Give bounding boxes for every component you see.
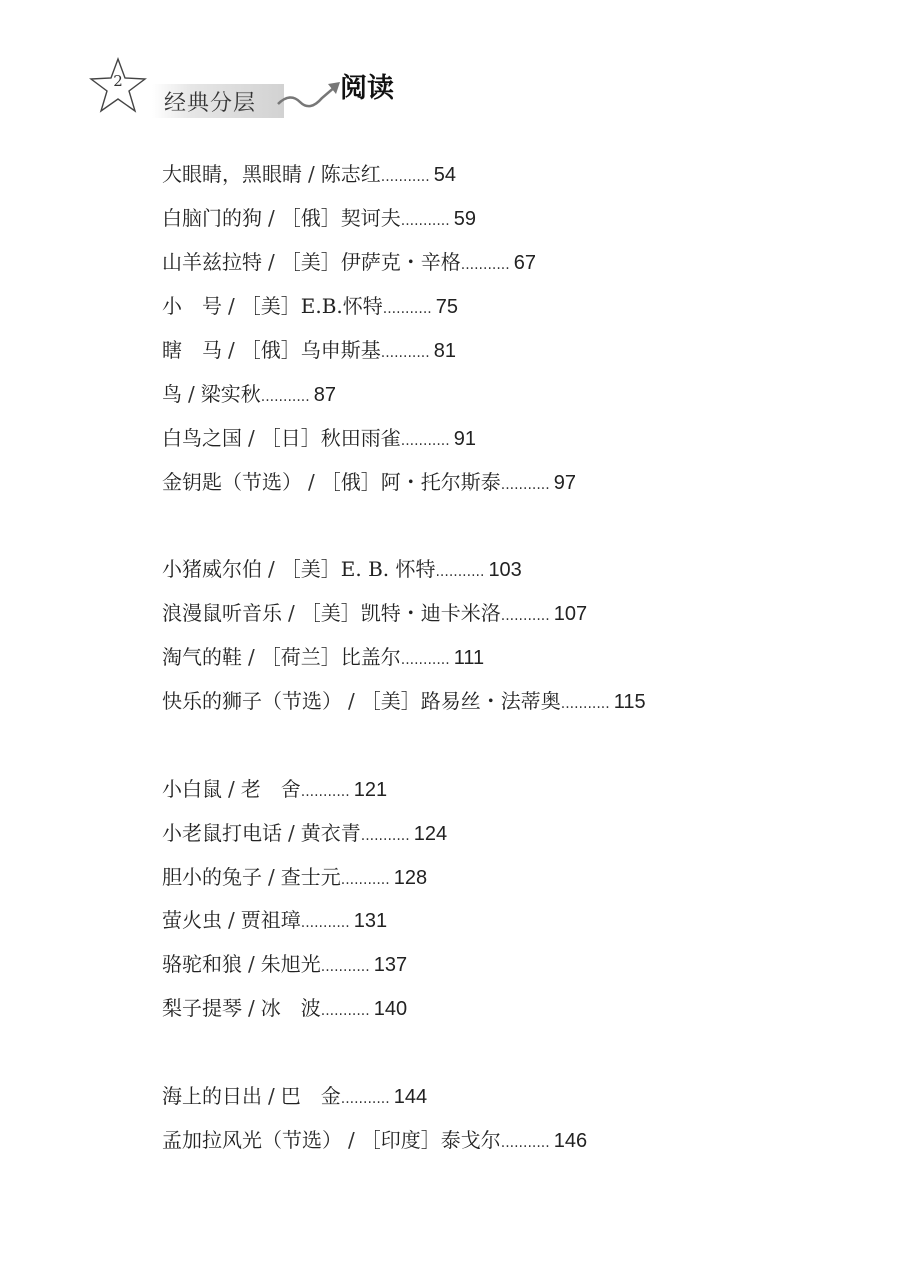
- toc-entry: [162, 336, 456, 367]
- toc-entry: [162, 906, 387, 937]
- toc-entry-title: 海上的日出: [162, 1084, 262, 1108]
- toc-entry: [162, 1126, 587, 1157]
- toc-entry-leader: ...........: [300, 784, 350, 800]
- toc-entry-author: ［美］E.B.怀特: [240, 294, 383, 318]
- toc-entry-leader: ...........: [500, 477, 550, 493]
- toc-entry-author: 老 舍: [240, 777, 301, 801]
- series-tag: 经典分层: [164, 91, 257, 116]
- toc-entry-title: 骆驼和狼: [162, 952, 242, 976]
- toc-entry-author: 陈志红: [320, 162, 381, 186]
- toc-entry: [162, 819, 447, 850]
- toc-entry-separator: /: [268, 1084, 275, 1108]
- toc-entry: [162, 950, 407, 981]
- toc-entry-page: 124: [413, 823, 448, 845]
- toc-entry-title: 小 号: [162, 294, 222, 318]
- toc-entry: [162, 204, 476, 235]
- toc-entry-title: 大眼睛，黑眼睛: [162, 162, 302, 186]
- toc-entry-separator: /: [308, 162, 315, 186]
- page-header: [88, 50, 428, 130]
- toc-entry-page: 97: [553, 472, 576, 494]
- toc-entry-title: 白脑门的狗: [162, 206, 262, 230]
- toc-entry-title: 萤火虫: [162, 908, 222, 932]
- toc-entry-page: 144: [393, 1086, 428, 1108]
- toc-entry-author: 梁实秋: [200, 382, 261, 406]
- toc-entry-author: ［美］路易丝・法蒂奥: [360, 689, 561, 713]
- toc-entry: [162, 555, 522, 586]
- toc-entry-title: 梨子提琴: [162, 996, 242, 1020]
- toc-entry-leader: ...........: [320, 1003, 370, 1019]
- toc-entry-separator: /: [268, 865, 275, 889]
- toc-entry: [162, 643, 484, 674]
- toc-entry: [162, 468, 576, 499]
- toc-entry: [162, 863, 427, 894]
- toc-entry-leader: ...........: [380, 345, 430, 361]
- toc-entry-title: 小白鼠: [162, 777, 222, 801]
- toc-entry-title: 浪漫鼠听音乐: [162, 601, 282, 625]
- toc-entry-page: 131: [353, 910, 388, 932]
- toc-entry-author: ［印度］泰戈尔: [360, 1128, 501, 1152]
- toc-entry-title: 快乐的狮子（节选）: [162, 689, 342, 713]
- toc-entry: [162, 599, 587, 630]
- toc-entry-leader: ...........: [320, 959, 370, 975]
- toc-entry-separator: /: [228, 338, 235, 362]
- toc-entry-title: 孟加拉风光（节选）: [162, 1128, 342, 1152]
- toc-entry-leader: ...........: [400, 652, 450, 668]
- toc-entry-page: 146: [553, 1130, 588, 1152]
- toc-entry-separator: /: [248, 996, 255, 1020]
- toc-entry-separator: /: [348, 1128, 355, 1152]
- toc-entry-leader: ...........: [400, 433, 450, 449]
- toc-entry-separator: /: [268, 557, 275, 581]
- toc-entry-page: 91: [453, 428, 476, 450]
- toc-entry-separator: /: [288, 601, 295, 625]
- toc-entry-author: ［美］凯特・迪卡米洛: [300, 601, 501, 625]
- toc-entry: [162, 248, 536, 279]
- toc-entry-author: ［荷兰］比盖尔: [260, 645, 401, 669]
- toc-entry: [162, 292, 458, 323]
- toc-entry-leader: ...........: [560, 696, 610, 712]
- toc-entry: [162, 160, 456, 191]
- toc-entry-separator: /: [268, 250, 275, 274]
- toc-entry-separator: /: [248, 952, 255, 976]
- toc-entry-title: 山羊兹拉特: [162, 250, 262, 274]
- toc-entry-page: 128: [393, 867, 428, 889]
- toc-entry-separator: /: [248, 645, 255, 669]
- toc-entry-author: 冰 波: [260, 996, 321, 1020]
- toc-entry-page: 140: [373, 998, 408, 1020]
- toc-entry-title: 白鸟之国: [162, 426, 242, 450]
- toc-entry-page: 137: [373, 954, 408, 976]
- toc-entry-separator: /: [288, 821, 295, 845]
- toc-entry-separator: /: [308, 470, 315, 494]
- toc-entry-title: 小老鼠打电话: [162, 821, 282, 845]
- toc-entry-leader: ...........: [300, 915, 350, 931]
- toc-entry-page: 107: [553, 603, 588, 625]
- toc-entry-separator: /: [188, 382, 195, 406]
- toc-entry-leader: ...........: [380, 169, 430, 185]
- toc-entry-title: 鸟: [162, 382, 182, 406]
- toc-entry-leader: ...........: [340, 1091, 390, 1107]
- toc-entry-page: 103: [488, 559, 522, 581]
- toc-entry-author: 巴 金: [280, 1084, 341, 1108]
- toc-entry-leader: ...........: [460, 257, 510, 273]
- toc-entry-author: 贾祖璋: [240, 908, 301, 932]
- toc-entry-separator: /: [228, 777, 235, 801]
- toc-entry-leader: ...........: [400, 213, 450, 229]
- toc-entry-page: 75: [435, 296, 458, 318]
- toc-entry: [162, 380, 336, 411]
- arrow-icon: [276, 78, 346, 118]
- toc-entry-title: 胆小的兔子: [162, 865, 262, 889]
- toc-entry-author: 朱旭光: [260, 952, 321, 976]
- toc-entry-page: 111: [453, 647, 485, 669]
- toc-entry-page: 121: [353, 779, 388, 801]
- toc-entry-separator: /: [228, 908, 235, 932]
- toc-entry-separator: /: [228, 294, 235, 318]
- toc-entry-leader: ...........: [360, 828, 410, 844]
- toc-entry-title: 小猪威尔伯: [162, 557, 262, 581]
- toc-entry-title: 淘气的鞋: [162, 645, 242, 669]
- toc-entry-page: 59: [453, 208, 476, 230]
- toc-entry-page: 87: [313, 384, 336, 406]
- page-number: 2: [113, 72, 123, 90]
- toc-entry: [162, 1082, 427, 1113]
- section-title: 阅读: [340, 73, 394, 104]
- toc-entry-separator: /: [348, 689, 355, 713]
- toc-entry-page: 54: [433, 164, 456, 186]
- toc-entry-separator: /: [268, 206, 275, 230]
- toc-entry-author: ［俄］契诃夫: [280, 206, 401, 230]
- toc-entry-leader: ...........: [340, 872, 390, 888]
- toc-entry-author: ［俄］阿・托尔斯泰: [320, 470, 501, 494]
- toc-entry-author: ［美］伊萨克・辛格: [280, 250, 461, 274]
- toc-entry: [162, 994, 407, 1025]
- toc-entry-page: 81: [433, 340, 456, 362]
- toc-entry-author: 黄衣青: [300, 821, 361, 845]
- toc-entry-separator: /: [248, 426, 255, 450]
- toc-entry-leader: ...........: [500, 608, 550, 624]
- toc-entry-leader: ...........: [435, 564, 485, 580]
- toc-entry-author: ［美］E. B. 怀特: [280, 557, 436, 581]
- toc-entry: [162, 687, 646, 718]
- toc-entry-leader: ...........: [260, 389, 310, 405]
- toc-entry: [162, 775, 387, 806]
- toc-entry-page: 67: [513, 252, 536, 274]
- toc-entry-author: ［日］秋田雨雀: [260, 426, 401, 450]
- toc-entry-author: 查士元: [280, 865, 341, 889]
- toc-entry-title: 金钥匙（节选）: [162, 470, 302, 494]
- toc-entry-page: 115: [613, 691, 646, 713]
- toc-entry-title: 瞎 马: [162, 338, 222, 362]
- toc-entry: [162, 424, 476, 455]
- toc-entry-leader: ...........: [382, 301, 432, 317]
- toc-entry-author: ［俄］乌申斯基: [240, 338, 381, 362]
- toc-entry-leader: ...........: [500, 1135, 550, 1151]
